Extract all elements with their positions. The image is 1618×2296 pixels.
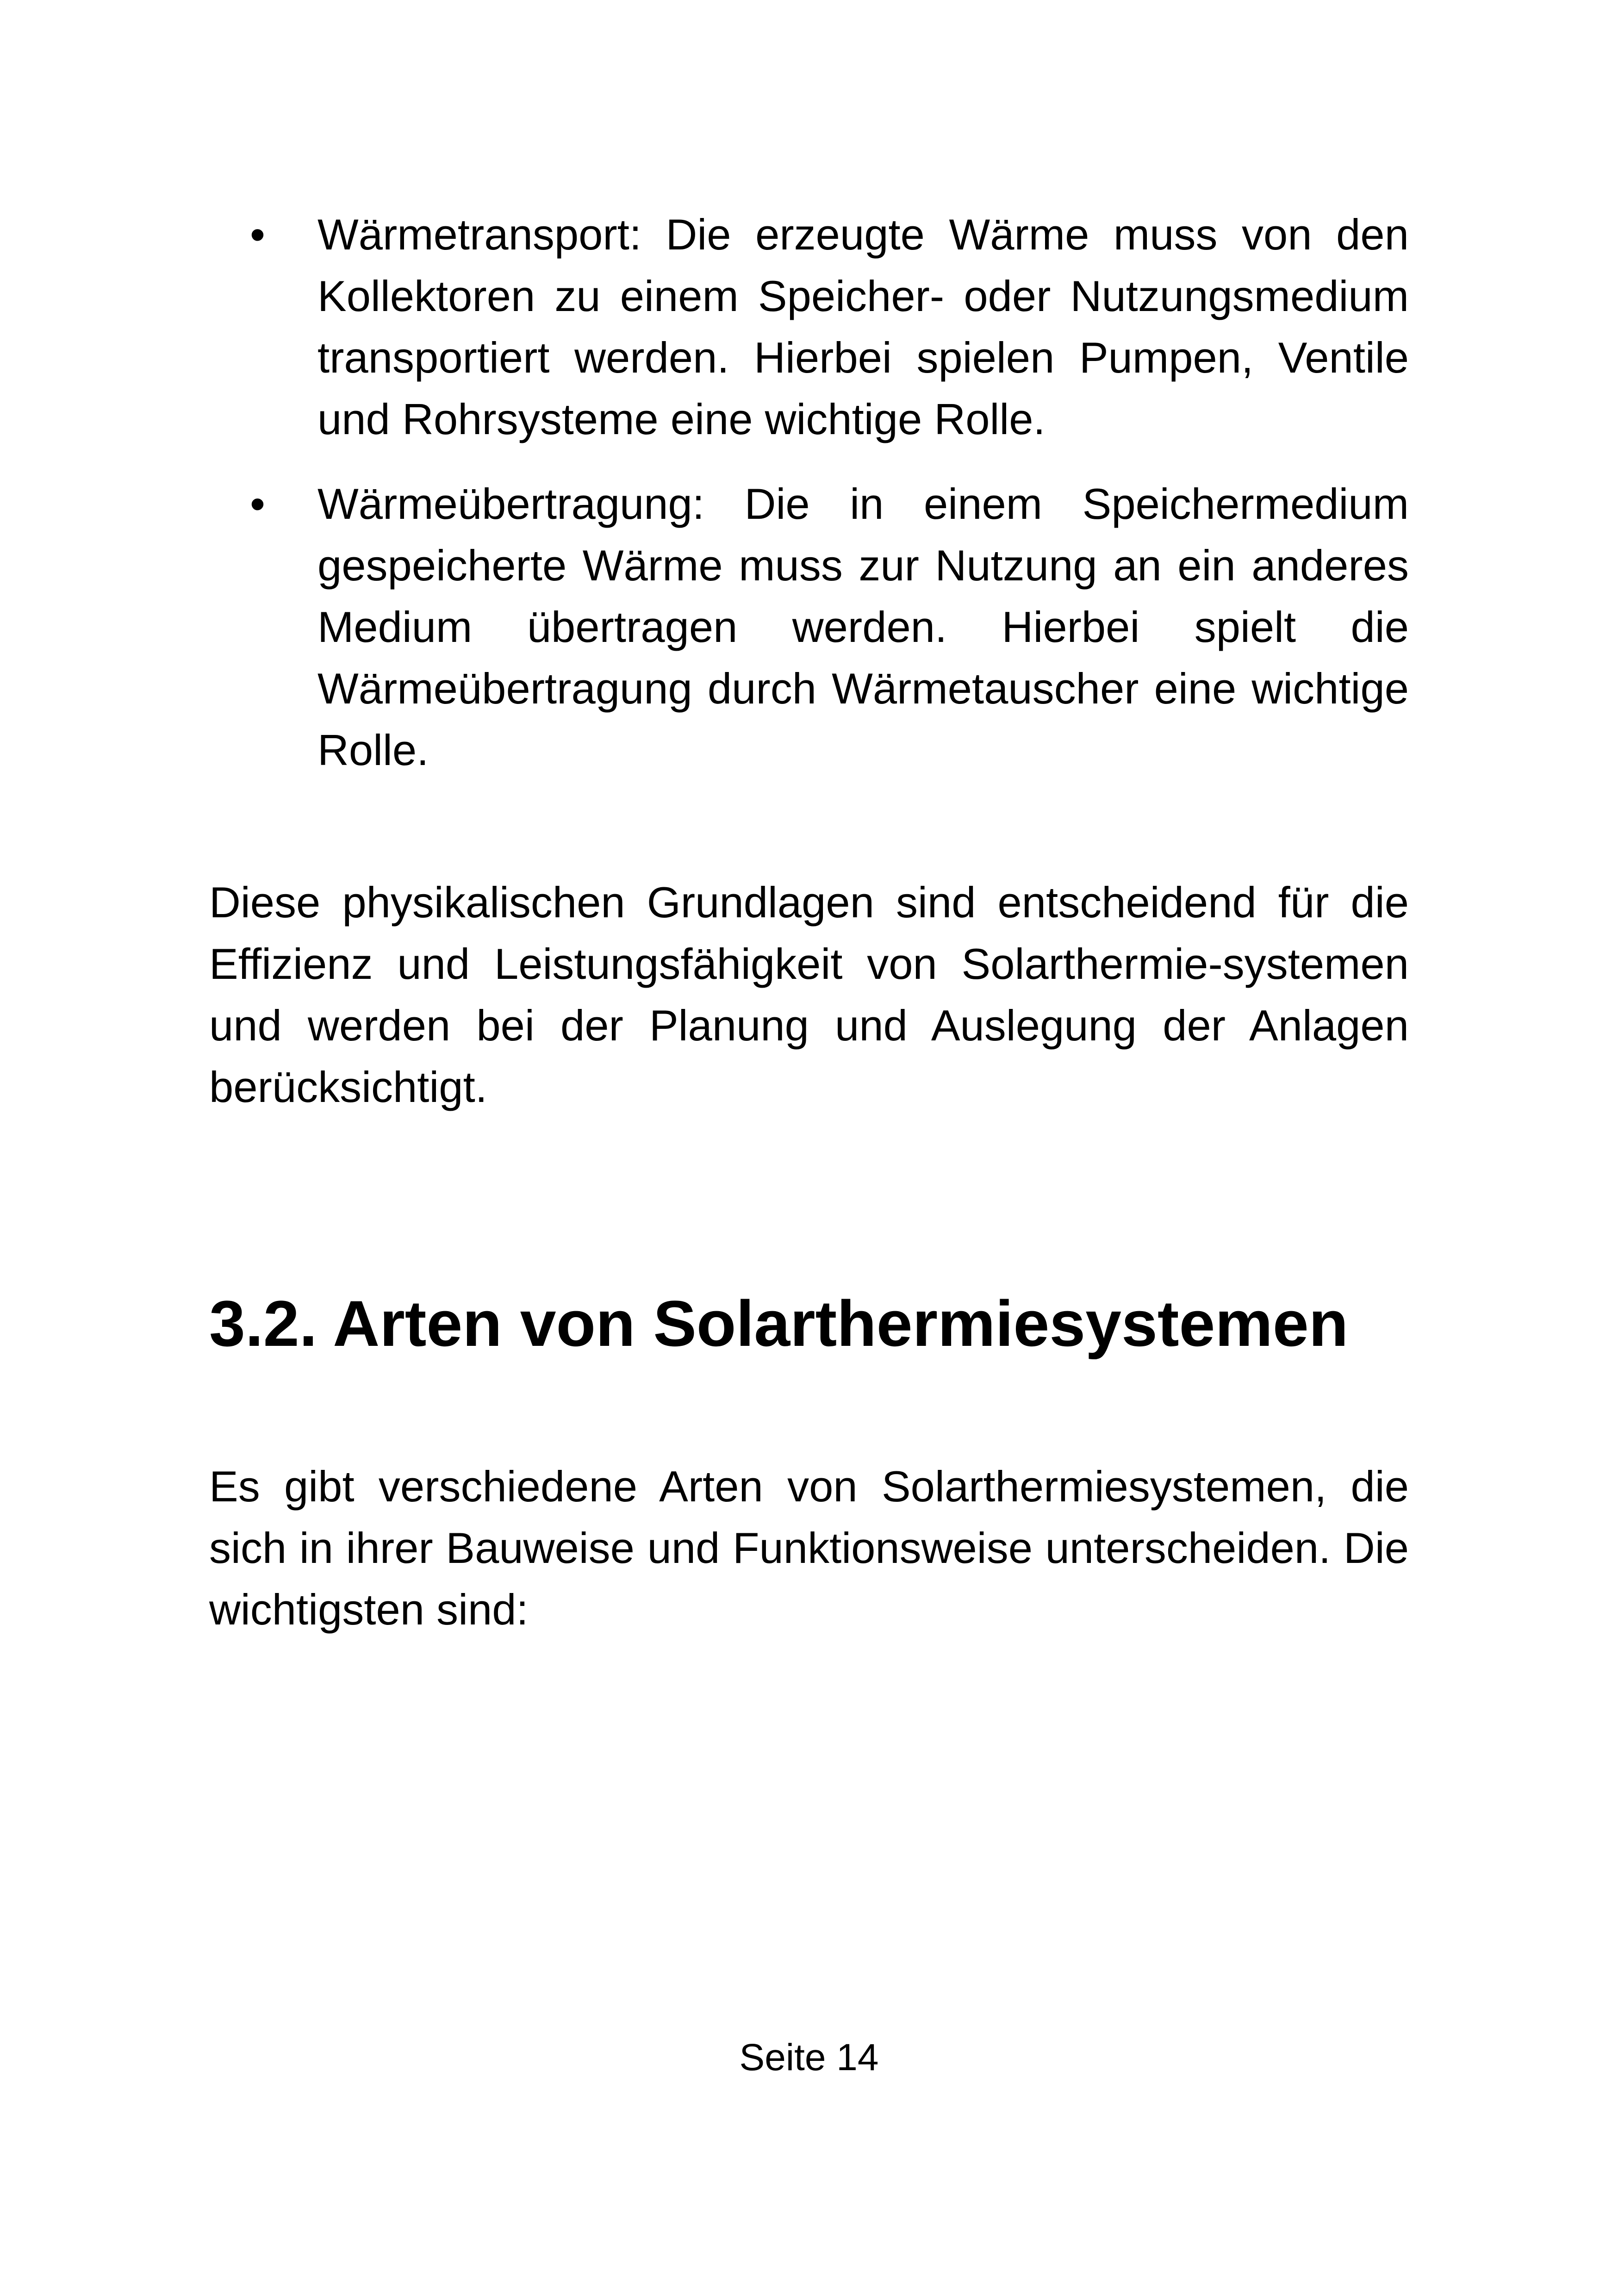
bullet-text: Wärmetransport: Die erzeugte Wärme muss von den Kollektoren zu einem Speicher- oder Nutzungsmedium transportiert werden. Hierbei spielen Pumpen, Ventile und Rohrsysteme eine wichtige Rolle. <box>317 210 1409 443</box>
bullet-text: Wärmeübertragung: Die in einem Speichermedium gespeicherte Wärme muss zur Nutzung an ein anderes Medium übertragen werden. Hierbei spielt die Wärmeübertragung durch Wärmetauscher eine wichtige Rolle. <box>317 479 1409 774</box>
body-paragraph-arten: Es gibt verschiedene Arten von Solarthermiesystemen, die sich in ihrer Bauweise und Funktionsweise unterscheiden. Die wichtigsten sind: <box>209 1462 1409 1634</box>
bullet-item-waermetransport <box>209 204 1409 450</box>
section-heading: 3.2. Arten von Solarthermiesystemen <box>209 1287 1349 1360</box>
bullet-icon: • <box>250 210 265 259</box>
bullet-icon: • <box>250 479 265 528</box>
bullet-item-waermeuebertragung <box>209 473 1409 781</box>
bullet-list <box>209 204 1409 804</box>
page-number: Seite 14 <box>739 2036 879 2078</box>
body-paragraph-grundlagen: Diese physikalischen Grundlagen sind entscheidend für die Effizienz und Leistungsfähigkeit von Solarthermie-systemen und werden bei der Planung und Auslegung der Anlagen berücksichtigt. <box>209 878 1409 1111</box>
